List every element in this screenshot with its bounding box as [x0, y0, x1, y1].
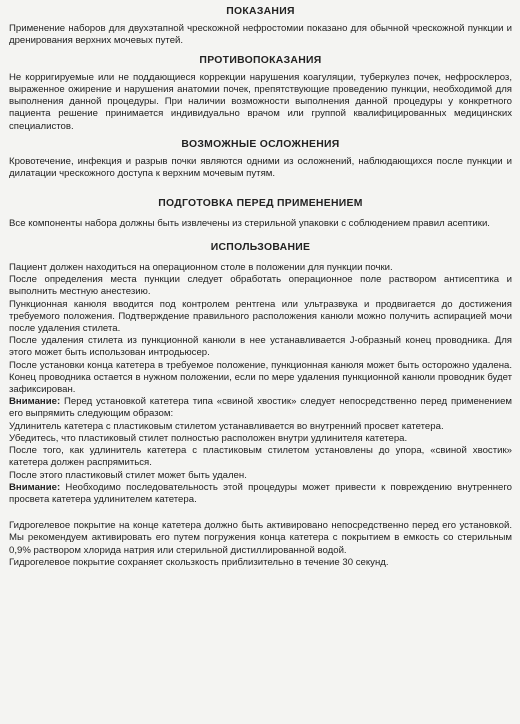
usage-step-2: После определения места пункции следует обработать операционное поле раствором антисептика и выполнить местную анестезию.	[9, 274, 512, 298]
usage-step-7: Убедитесь, что пластиковый стилет полностью расположен внутри удлинителя катетера.	[9, 432, 408, 444]
preparation-text: Все компоненты набора должны быть извлечены из стерильной упаковки с соблюдением правил асептики.	[9, 217, 490, 229]
complications-text: Кровотечение, инфекция и разрыв почки являются одними из осложнений, наблюдающихся после пункции и дилатации чрескожного доступа к верхним мочевым путям.	[9, 156, 512, 180]
indications-text: Применение наборов для двухэтапной чрескожной нефростомии показано для обычной чрескожной пункции и дренирования верхних мочевых путей.	[9, 23, 512, 47]
usage-step-9: После этого пластиковый стилет может быть удален.	[9, 469, 247, 481]
heading-preparation: ПОДГОТОВКА ПЕРЕД ПРИМЕНЕНИЕМ	[158, 198, 363, 210]
heading-usage: ИСПОЛЬЗОВАНИЕ	[210, 241, 311, 253]
usage-step-5: После установки конца катетера в требуемое положение, пункционная канюля может быть осторожно удалена. Конец проводника остается в нужном положении, если по мере удаления пункционной канюли проводник будет зафиксирован.	[9, 359, 512, 396]
heading-complications: ВОЗМОЖНЫЕ ОСЛОЖНЕНИЯ	[181, 138, 340, 150]
heading-indications: ПОКАЗАНИЯ	[226, 6, 295, 17]
heading-contraindications: ПРОТИВОПОКАЗАНИЯ	[199, 54, 322, 66]
usage-step-6: Удлинитель катетера с пластиковым стилетом устанавливается во внутренний просвет катетера.	[9, 420, 444, 432]
usage-step-3: Пункционная канюля вводится под контролем рентгена или ультразвука и продвигается до достижения требуемого положения. Подтверждение правильного расположения канюли можно получить аспирацией мочи после удаления стилета.	[9, 298, 512, 335]
hydrogel-text-2: Гидрогелевое покрытие сохраняет скользкость приблизительно в течение 30 секунд.	[9, 556, 389, 568]
usage-step-4: После удаления стилета из пункционной канюли в нее устанавливается J-образный конец проводника. Для этого может быть использован интродьюсер.	[9, 335, 512, 359]
contraindications-text: Не корригируемые или не поддающиеся коррекции нарушения коагуляции, туберкулез почек, нефросклероз, выраженное ожирение и нарушения анатомии почек, препятствующие проведению пункции, необходимой для выполнения данной процедуры. При наличии возможности выполнения данной процедуры у конкретного пациента решение принимается индивидуально врачом или группой квалифицированных медицинских специалистов.	[9, 71, 512, 132]
usage-step-8: После того, как удлинитель катетера с пластиковым стилетом установлены до упора, «свиной хвостик» катетера должен распрямиться.	[9, 445, 512, 469]
hydrogel-text-1: Гидрогелевое покрытие на конце катетера должно быть активировано непосредственно перед его установкой. Мы рекомендуем активировать его путем погружения конца катетера с покрытием в емкость со стерильным 0,9% раствором хлорида натрия или стерильной дистиллированной водой.	[9, 520, 512, 556]
usage-step-1: Пациент должен находиться на операционном столе в положении для пункции почки.	[9, 262, 393, 274]
warning-label: Внимание:	[9, 481, 61, 493]
warning-label: Внимание:	[9, 396, 61, 408]
usage-warning-1: Внимание: Перед установкой катетера типа «свиной хвостик» следует непосредственно перед применением его выпрямить следующим образом:	[9, 396, 512, 420]
usage-warning-2: Внимание: Необходимо последовательность этой процедуры может привести к повреждению внутреннего просвета катетера удлинителем катетера.	[9, 481, 512, 505]
